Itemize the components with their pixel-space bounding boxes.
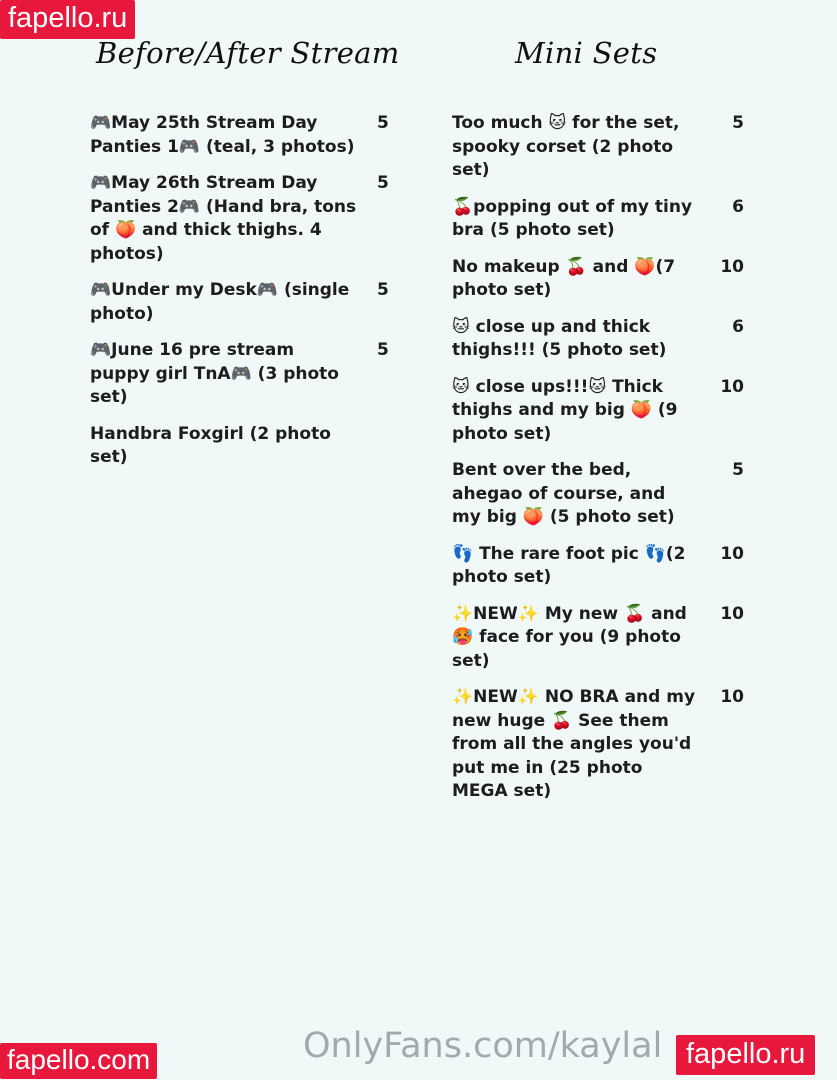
item-price: 10 bbox=[720, 543, 744, 564]
item-name: ✨NEW✨ NO BRA and my new huge 🍒 See them from all the angles you'd put me in (25 photo MEGA set) bbox=[452, 687, 696, 801]
item-name: No makeup 🍒 and 🍑(7 photo set) bbox=[452, 256, 676, 300]
item-price: 5 bbox=[377, 280, 389, 300]
item-price: 5 bbox=[732, 460, 744, 480]
watermark-logo-bottom-left: fapello.com bbox=[0, 1043, 157, 1079]
item-name: 🐱 close up and thick thighs!!! (5 photo set) bbox=[452, 316, 667, 360]
item-name: 🎮May 25th Stream Day Panties 1🎮 (teal, 3 photos) bbox=[90, 113, 355, 157]
list-item bbox=[452, 686, 752, 804]
item-name: 🍒popping out of my tiny bra (5 photo set) bbox=[452, 196, 693, 240]
list-item bbox=[452, 603, 752, 674]
list-item bbox=[90, 339, 400, 410]
item-price: 10 bbox=[720, 603, 744, 624]
list-item bbox=[452, 112, 752, 183]
item-name: 🐱 close ups!!!🐱 Thick thighs and my big 🍑 (9 photo set) bbox=[452, 376, 678, 444]
item-name: Handbra Foxgirl (2 photo set) bbox=[90, 423, 331, 467]
item-price: 5 bbox=[377, 173, 389, 193]
list-item bbox=[452, 459, 752, 530]
item-price: 10 bbox=[720, 256, 744, 277]
list-item bbox=[90, 279, 400, 326]
item-name: 👣 The rare foot pic 👣(2 photo set) bbox=[452, 543, 686, 587]
before-after-stream-list bbox=[90, 112, 400, 483]
item-price: 6 bbox=[732, 316, 744, 337]
item-name: Too much 🐱 for the set, spooky corset (2 photo set) bbox=[452, 113, 680, 180]
list-item bbox=[452, 316, 752, 363]
item-price: 10 bbox=[720, 376, 744, 397]
item-price: 5 bbox=[377, 113, 389, 133]
item-price: 6 bbox=[732, 196, 744, 217]
list-item bbox=[452, 256, 752, 303]
list-item bbox=[90, 112, 400, 159]
footer-watermark-text: OnlyFans.com/kaylal bbox=[303, 1026, 663, 1066]
list-item bbox=[452, 376, 752, 447]
watermark-logo-bottom-right: fapello.ru bbox=[676, 1035, 815, 1075]
item-name: 🎮June 16 pre stream puppy girl TnA🎮 (3 photo set) bbox=[90, 340, 339, 407]
list-item bbox=[90, 172, 400, 266]
item-price: 5 bbox=[732, 113, 744, 133]
item-price: 5 bbox=[377, 340, 389, 360]
item-name: 🎮May 26th Stream Day Panties 2🎮 (Hand bra, tons of 🍑 and thick thighs. 4 photos) bbox=[90, 173, 357, 264]
item-name: 🎮Under my Desk🎮 (single photo) bbox=[90, 280, 350, 324]
watermark-logo-top-left: fapello.ru bbox=[0, 0, 135, 39]
item-name: ✨NEW✨ My new 🍒 and 🥵 face for you (9 photo set) bbox=[452, 603, 687, 671]
item-name: Bent over the bed, ahegao of course, and my big 🍑 (5 photo set) bbox=[452, 460, 675, 527]
item-price: 10 bbox=[720, 687, 744, 707]
list-item bbox=[452, 196, 752, 243]
mini-sets-list bbox=[452, 112, 752, 817]
list-item bbox=[452, 543, 752, 590]
mini-sets-heading: Mini Sets bbox=[515, 36, 658, 70]
before-after-stream-heading: Before/After Stream bbox=[96, 36, 400, 70]
list-item bbox=[90, 423, 400, 470]
